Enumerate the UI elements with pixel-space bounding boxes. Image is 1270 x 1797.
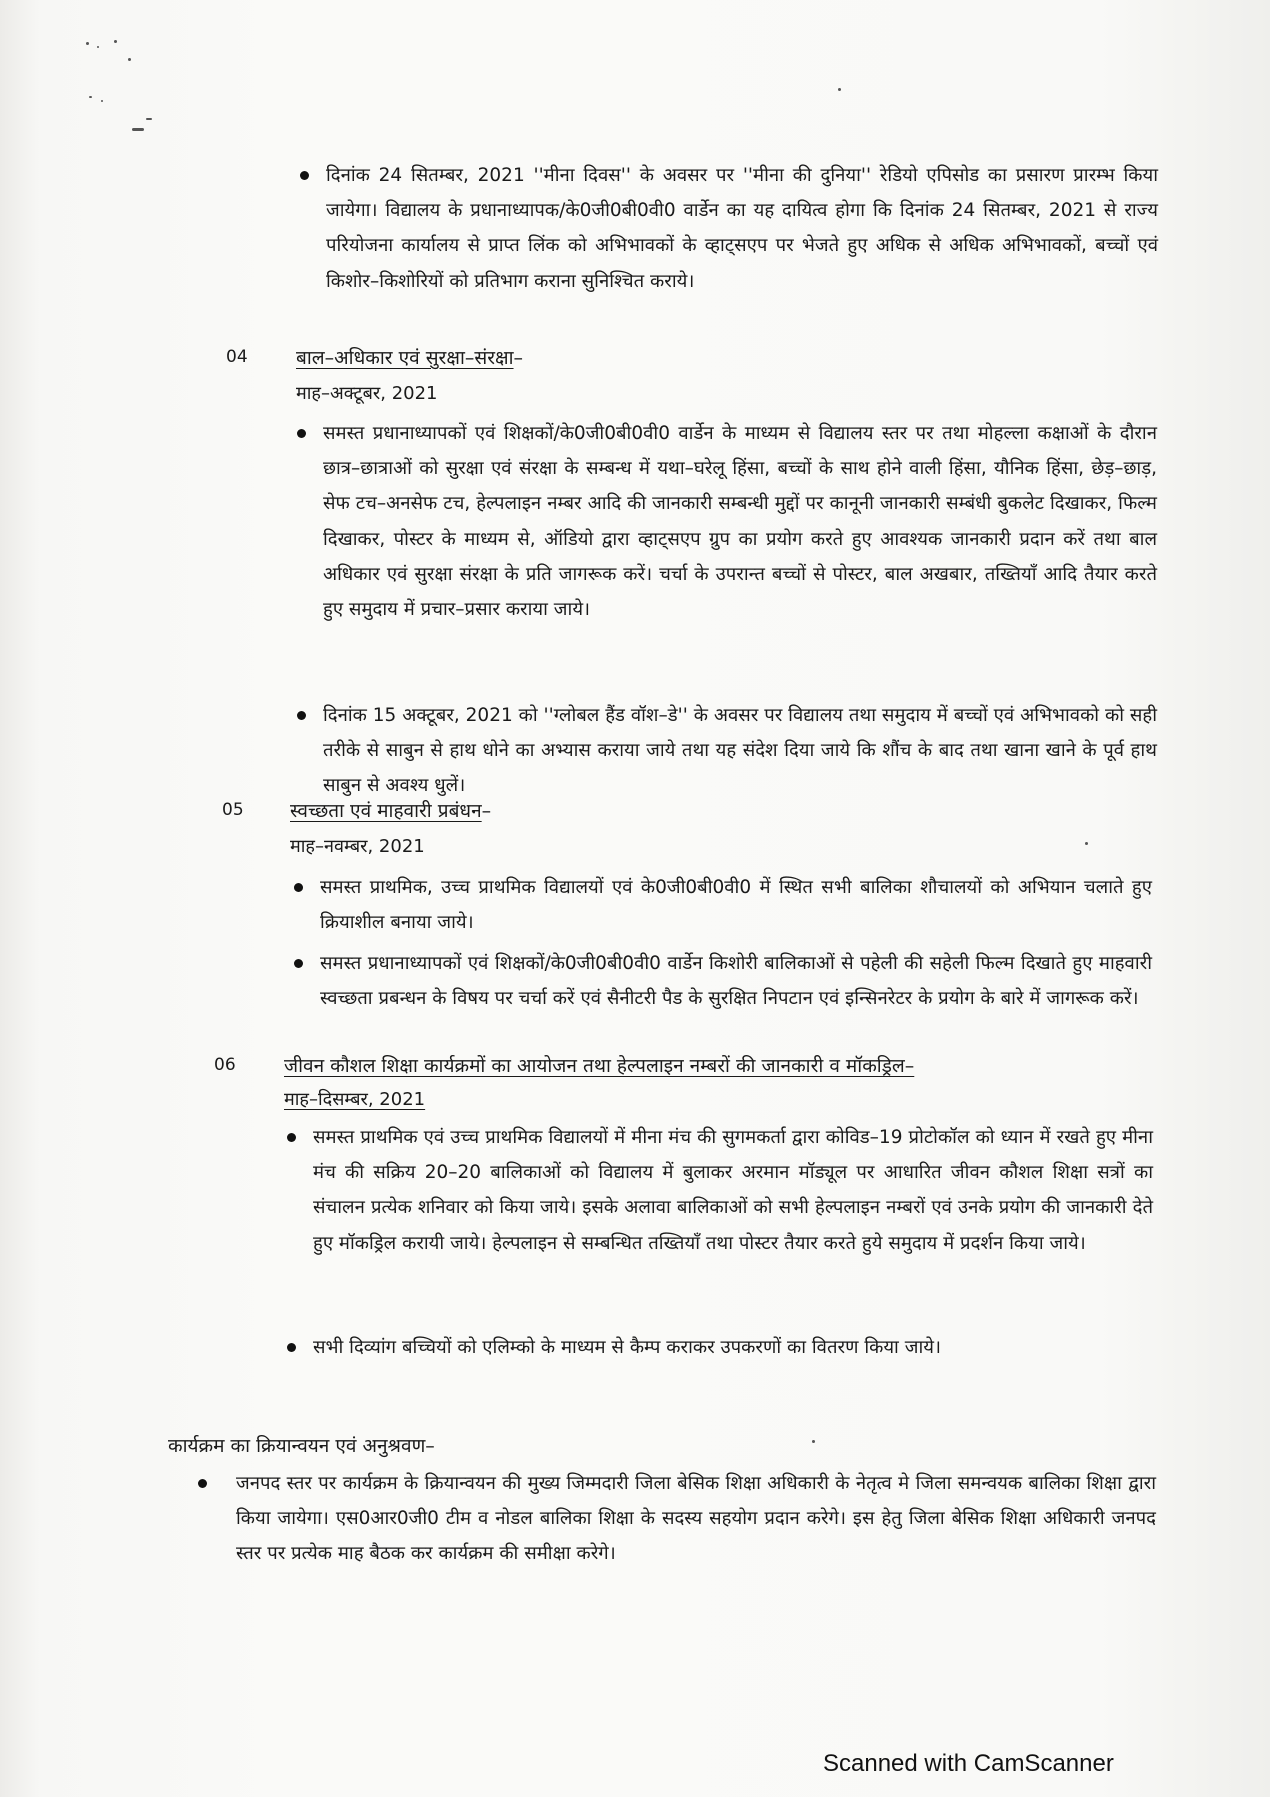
list-item bbox=[323, 698, 1157, 804]
section-title bbox=[290, 797, 491, 823]
bullet-text: समस्त प्राथमिक एवं उच्च प्राथमिक विद्यालयों में मीना मंच की सुगमकर्ता द्वारा कोविड–19 प्रोटोकॉल को ध्यान में रखते हुए मीना मंच की सक्रिय 20–20 बालिकाओं को विद्यालय में बुलाकर अरमान मॉड्यूल पर आधारित जीवन कौशल शिक्षा सत्रों का संचालन प्रत्येक शनिवार को किया जाये। इसके अलावा बालिकाओं को सभी हेल्पलाइन नम्बरों एवं उनके प्रयोग की जानकारी देते हुए मॉकड्रिल करायी जाये। हेल्पलाइन से सम्बन्धित तख्तियाँ तथा पोस्टर तैयार करते हुये समुदाय में प्रदर्शन किया जाये। bbox=[313, 1127, 1153, 1254]
section-month: माह–अक्टूबर, 2021 bbox=[296, 383, 438, 404]
list-item bbox=[313, 1120, 1153, 1261]
implementation-heading: कार्यक्रम का क्रियान्वयन एवं अनुश्रवण– bbox=[168, 1435, 435, 1457]
scan-speck bbox=[89, 96, 92, 98]
list-item bbox=[313, 1330, 1153, 1365]
bullet-dot bbox=[297, 429, 306, 438]
bullet-text: समस्त प्रधानाध्यापकों एवं शिक्षकों/के0जी0बी0वी0 वार्डेन के माध्यम से विद्यालय स्तर पर तथा मोहल्ला कक्षाओं के दौरान छात्र–छात्राओं को सुरक्षा एवं संरक्षा के सम्बन्ध में यथा–घरेलू हिंसा, बच्चों के साथ होने वाली हिंसा, यौनिक हिंसा, छेड़–छाड़, सेफ टच–अनसेफ टच, हेल्पलाइन नम्बर आदि की जानकारी सम्बन्धी मुद्दों पर कानूनी जानकारी सम्बंधी बुकलेट दिखाकर, फिल्म दिखाकर, पोस्टर के माध्यम से, ऑडियो द्वारा व्हाट्सएप ग्रुप का प्रयोग करते हुए आवश्यक जानकारी प्रदान करें तथा बाल अधिकार एवं सुरक्षा संरक्षा के प्रति जागरूक करें। चर्चा के उपरान्त बच्चों से पोस्टर, बाल अखबार, तख्तियाँ आदि तैयार करते हुए समुदाय में प्रचार–प्रसार कराया जाये। bbox=[323, 423, 1157, 621]
implementation-bullet bbox=[236, 1466, 1156, 1572]
section-title-suffix: – bbox=[481, 800, 492, 822]
intro-bullet bbox=[326, 158, 1158, 299]
bullet-text: दिनांक 15 अक्टूबर, 2021 को ''ग्लोबल हैंड वॉश–डे'' के अवसर पर विद्यालय तथा समुदाय में बच्चों एवं अभिभावको को सही तरीके से साबुन से हाथ धोने का अभ्यास कराया जाये तथा यह संदेश दिया जाये कि शौंच के बाद तथा खाना खाने के पूर्व हाथ साबुन से अवश्य धुलें। bbox=[323, 705, 1157, 797]
list-item bbox=[323, 416, 1157, 627]
list-item bbox=[320, 870, 1152, 940]
scan-speck bbox=[812, 1440, 815, 1443]
scan-speck bbox=[132, 128, 144, 131]
bullet-dot bbox=[287, 1133, 296, 1142]
section-number: 06 bbox=[214, 1055, 236, 1075]
bullet-dot bbox=[300, 171, 309, 180]
scan-speck bbox=[101, 100, 103, 102]
bullet-dot bbox=[287, 1343, 296, 1352]
scan-speck bbox=[838, 88, 841, 91]
scanner-watermark: Scanned with CamScanner bbox=[823, 1750, 1114, 1777]
list-item bbox=[320, 946, 1152, 1016]
section-month: माह–दिसम्बर, 2021 bbox=[284, 1089, 426, 1110]
bullet-text: समस्त प्राथमिक, उच्च प्राथमिक विद्यालयों एवं के0जी0बी0वी0 में स्थित सभी बालिका शौचालयों को अभियान चलाते हुए क्रियाशील बनाया जाये। bbox=[320, 877, 1152, 934]
bullet-text: समस्त प्रधानाध्यापकों एवं शिक्षकों/के0जी0बी0वी0 वार्डेन किशोरी बालिकाओं से पहेली की सहेली फिल्म दिखाते हुए माहवारी स्वच्छता प्रबन्धन के विषय पर चर्चा करें एवं सैनीटरी पैड के सुरक्षित निपटान एवं इन्सिनरेटर के प्रयोग के बारे में जागरूक करें। bbox=[320, 953, 1152, 1010]
section-number: 05 bbox=[222, 800, 244, 820]
section-title-text: स्वच्छता एवं माहवारी प्रबंधन bbox=[290, 800, 482, 822]
section-number: 04 bbox=[226, 347, 248, 367]
section-title bbox=[296, 344, 523, 370]
scan-speck bbox=[128, 58, 131, 61]
intro-bullet-text: दिनांक 24 सितम्बर, 2021 ''मीना दिवस'' के अवसर पर ''मीना की दुनिया'' रेडियो एपिसोड का प्रसारण प्रारम्भ किया जायेगा। विद्यालय के प्रधानाध्यापक/के0जी0बी0वी0 वार्डेन का यह दायित्व होगा कि दिनांक 24 सितम्बर, 2021 से राज्य परियोजना कार्यालय से प्राप्त लिंक को अभिभावकों के व्हाट्सएप पर भेजते हुए अधिक से अधिक अभिभावकों, बच्चों एवं किशोर–किशोरियों को प्रतिभाग कराना सुनिश्चित कराये। bbox=[326, 165, 1158, 292]
section-title-text: बाल–अधिकार एवं सुरक्षा–संरक्षा bbox=[296, 347, 514, 369]
section-title-suffix: – bbox=[513, 347, 524, 369]
scan-speck bbox=[97, 46, 99, 48]
scan-speck bbox=[1085, 842, 1088, 845]
bullet-dot bbox=[198, 1479, 207, 1488]
bullet-dot bbox=[294, 959, 303, 968]
implementation-bullet-text: जनपद स्तर पर कार्यक्रम के क्रियान्वयन की मुख्य जिम्मदारी जिला बेसिक शिक्षा अधिकारी के नेतृत्व मे जिला समन्वयक बालिका शिक्षा द्वारा किया जायेगा। एस0आर0जी0 टीम व नोडल बालिका शिक्षा के सदस्य सहयोग प्रदान करेगे। इस हेतु जिला बेसिक शिक्षा अधिकारी जनपद स्तर पर प्रत्येक माह बैठक कर कार्यक्रम की समीक्षा करेगे। bbox=[236, 1473, 1156, 1565]
bullet-dot bbox=[294, 883, 303, 892]
bullet-text: सभी दिव्यांग बच्चियों को एलिम्को के माध्यम से कैम्प कराकर उपकरणों का वितरण किया जाये। bbox=[313, 1337, 941, 1358]
scan-speck bbox=[146, 118, 152, 120]
section-month: माह–नवम्बर, 2021 bbox=[290, 836, 425, 857]
bullet-dot bbox=[297, 711, 306, 720]
scan-speck bbox=[86, 42, 89, 45]
section-title: जीवन कौशल शिक्षा कार्यक्रमों का आयोजन तथा हेल्पलाइन नम्बरों की जानकारी व मॉकड्रिल– bbox=[284, 1055, 915, 1077]
scan-speck bbox=[114, 40, 117, 43]
